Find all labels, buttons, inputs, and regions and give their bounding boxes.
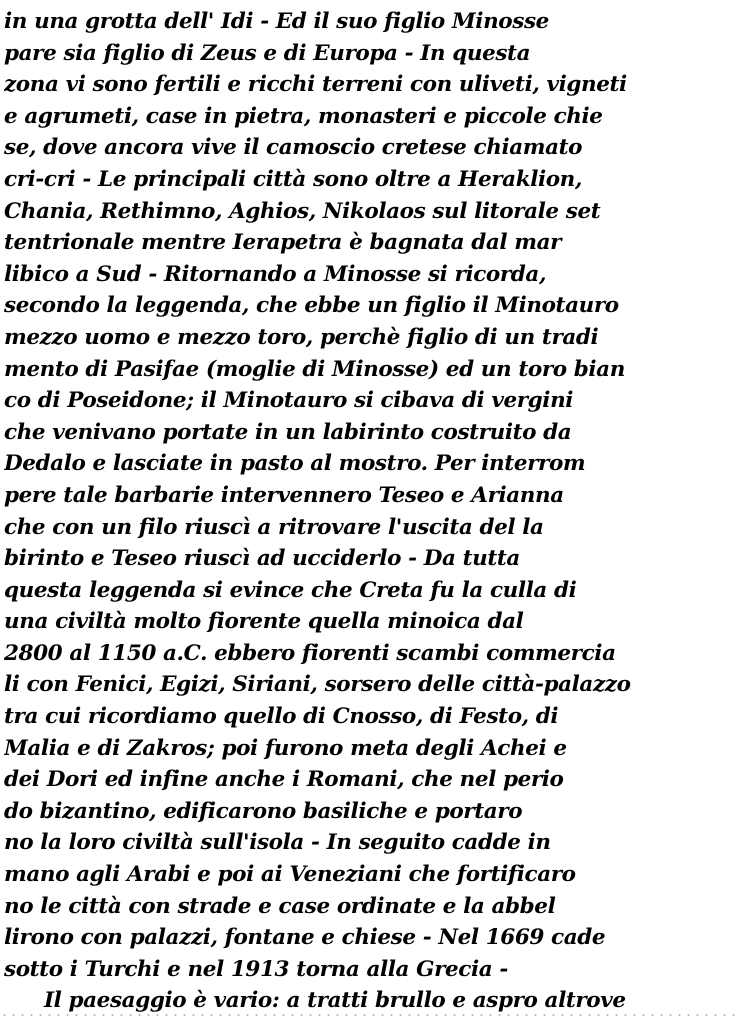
text-line: lirono con palazzi, fontane e chiese - Nel 1669 cade bbox=[4, 925, 606, 951]
scan-edge-dots bbox=[0, 1013, 738, 1017]
text-line: no la loro civiltà sull'isola - In seguito cadde in bbox=[4, 830, 551, 856]
text-line: in una grotta dell' Idi - Ed il suo figlio Minosse bbox=[4, 9, 549, 34]
text-line: birinto e Teseo riuscì ad ucciderlo - Da tutta bbox=[4, 546, 520, 572]
text-line: mano agli Arabi e poi ai Veneziani che fortificaro bbox=[4, 862, 576, 888]
text-line: questa leggenda si evince che Creta fu la culla di bbox=[4, 577, 577, 603]
text-line: do bizantino, edificarono basiliche e portaro bbox=[4, 798, 523, 824]
text-line: dei Dori ed infine anche i Romani, che nel perio bbox=[4, 767, 564, 793]
text-line: 2800 al 1150 a.C. ebbero fiorenti scambi commercia bbox=[4, 640, 616, 666]
text-line: e agrumeti, case in pietra, monasteri e piccole chie bbox=[4, 103, 603, 129]
text-line: sotto i Turchi e nel 1913 torna alla Grecia - bbox=[4, 956, 508, 982]
text-line: no le città con strade e case ordinate e la abbel bbox=[4, 893, 556, 919]
text-line: mezzo uomo e mezzo toro, perchè figlio di un tradi bbox=[4, 324, 599, 350]
text-line: co di Poseidone; il Minotauro si cibava di vergini bbox=[4, 388, 574, 414]
text-line: mento di Pasifae (moglie di Minosse) ed un toro bian bbox=[4, 356, 625, 382]
text-line: Il paesaggio è vario: a tratti brullo e aspro altrove bbox=[44, 988, 626, 1014]
text-line: Chania, Rethimno, Aghios, Nikolaos sul litorale set bbox=[4, 198, 601, 224]
text-line: Dedalo e lasciate in pasto al mostro. Per interrom bbox=[4, 451, 586, 477]
text-line: cri-cri - Le principali città sono oltre a Heraklion, bbox=[4, 166, 582, 192]
text-line: tra cui ricordiamo quello di Cnosso, di Festo, di bbox=[4, 704, 559, 730]
text-line: Malia e di Zakros; poi furono meta degli Achei e bbox=[4, 735, 567, 761]
text-line: che con un filo riuscì a ritrovare l'uscita del la bbox=[4, 514, 544, 540]
text-line: che venivano portate in un labirinto costruito da bbox=[4, 419, 572, 445]
text-line: una civiltà molto fiorente quella minoica dal bbox=[4, 609, 524, 635]
text-line: secondo la leggenda, che ebbe un figlio il Minotauro bbox=[4, 293, 619, 319]
text-line: libico a Sud - Ritornando a Minosse si ricorda, bbox=[4, 261, 547, 287]
text-line: pere tale barbarie intervennero Teseo e Arianna bbox=[4, 482, 564, 508]
text-line: pare sia figlio di Zeus e di Europa - In questa bbox=[4, 40, 531, 66]
text-line: se, dove ancora vive il camoscio cretese chiamato bbox=[4, 135, 583, 161]
text-line: li con Fenici, Egizi, Siriani, sorsero delle città-palazzo bbox=[4, 672, 631, 698]
text-line: tentrionale mentre Ierapetra è bagnata dal mar bbox=[4, 230, 562, 256]
text-line: zona vi sono fertili e ricchi terreni con uliveti, vigneti bbox=[4, 72, 627, 98]
handwritten-text-block bbox=[4, 6, 734, 1017]
